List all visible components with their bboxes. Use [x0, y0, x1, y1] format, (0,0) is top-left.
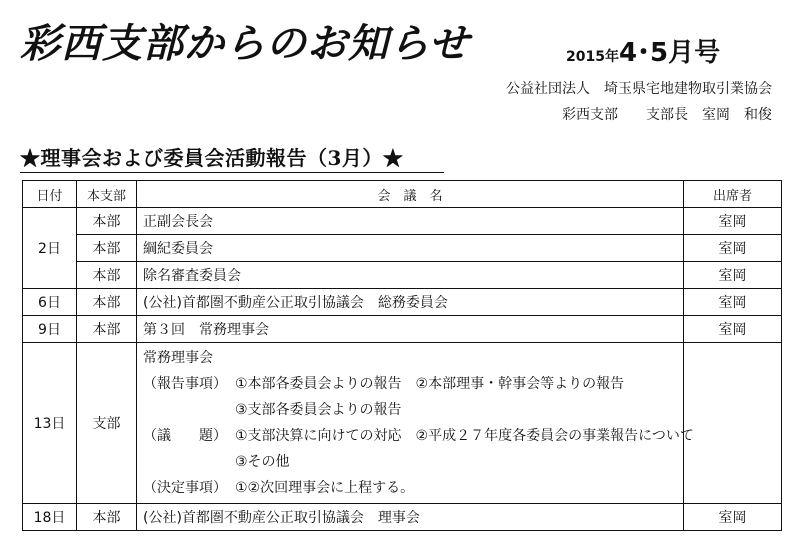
table-header-row: [23, 181, 782, 208]
section-title: ★理事会および委員会活動報告（3月）★: [20, 146, 404, 170]
row-location: 本部: [77, 504, 137, 531]
row-date: 9日: [23, 316, 77, 343]
header-attendee: 出席者: [684, 181, 782, 208]
row-date: 18日: [23, 504, 77, 531]
branch-head: 支部長 室岡 和俊: [646, 107, 772, 123]
row-meeting: 第３回 常務理事会: [137, 316, 684, 343]
row-meeting: (公社)首都圏不動産公正取引協議会 理事会: [137, 504, 684, 531]
row-meeting: 綱紀委員会: [137, 235, 684, 262]
detail-line: [143, 475, 677, 501]
detail-text: ①支部決算に向けての対応 ②平成２７年度各委員会の事業報告について: [235, 428, 694, 444]
table-row: [23, 316, 782, 343]
row-location: 本部: [77, 262, 137, 289]
branch-info: [562, 104, 772, 124]
detail-text: ①②次回理事会に上程する。: [235, 480, 415, 496]
detail-label: （議 題）: [143, 428, 227, 444]
branch-name: 彩西支部: [562, 107, 618, 123]
row-attendee: 室岡: [684, 316, 782, 343]
table-row: [23, 289, 782, 316]
detail-line: [143, 371, 677, 397]
row-meeting: 正副会長会: [137, 208, 684, 235]
detail-line: [143, 423, 694, 449]
issue-year: 2015年: [566, 49, 619, 65]
issue-label: [566, 32, 720, 69]
row-date: 2日: [23, 208, 77, 289]
detail-text: ①本部各委員会よりの報告 ②本部理事・幹事会等よりの報告: [235, 376, 625, 392]
row-meeting-detail: [137, 343, 694, 504]
detail-line: [143, 397, 677, 423]
table-row: [23, 343, 782, 504]
header: [20, 8, 800, 68]
detail-text: ③支部各委員会よりの報告: [235, 402, 402, 418]
row-location: 本部: [77, 235, 137, 262]
row-location: 本部: [77, 289, 137, 316]
row-meeting: (公社)首都圏不動産公正取引協議会 総務委員会: [137, 289, 684, 316]
row-attendee: 室岡: [684, 235, 782, 262]
section-underline: [20, 172, 444, 173]
organization-name: 公益社団法人 埼玉県宅地建物取引業協会: [506, 81, 772, 97]
row-attendee: 室岡: [684, 504, 782, 531]
page-title: 彩西支部からのお知らせ: [20, 21, 470, 67]
row-attendee: 室岡: [684, 262, 782, 289]
detail-label: （報告事項）: [143, 376, 227, 392]
detail-line: [143, 449, 677, 475]
detail-label: （決定事項）: [143, 480, 227, 496]
activity-table: [22, 180, 782, 531]
table-row: [23, 504, 782, 531]
row-date: 6日: [23, 289, 77, 316]
header-location: 本支部: [77, 181, 137, 208]
detail-heading: 常務理事会: [143, 350, 213, 366]
row-attendee: [684, 343, 782, 504]
row-attendee: 室岡: [684, 289, 782, 316]
detail-text: ③その他: [235, 454, 290, 470]
issue-number: 4･5月号: [618, 38, 721, 68]
table-row: [23, 208, 782, 235]
header-date: 日付: [23, 181, 77, 208]
row-location: 支部: [77, 343, 137, 504]
row-location: 本部: [77, 208, 137, 235]
row-location: 本部: [77, 316, 137, 343]
row-meeting: 除名審査委員会: [137, 262, 684, 289]
table-row: [23, 262, 782, 289]
row-attendee: 室岡: [684, 208, 782, 235]
row-date: 13日: [23, 343, 77, 504]
table-row: [23, 235, 782, 262]
header-meeting-name: 会 議 名: [137, 181, 684, 208]
